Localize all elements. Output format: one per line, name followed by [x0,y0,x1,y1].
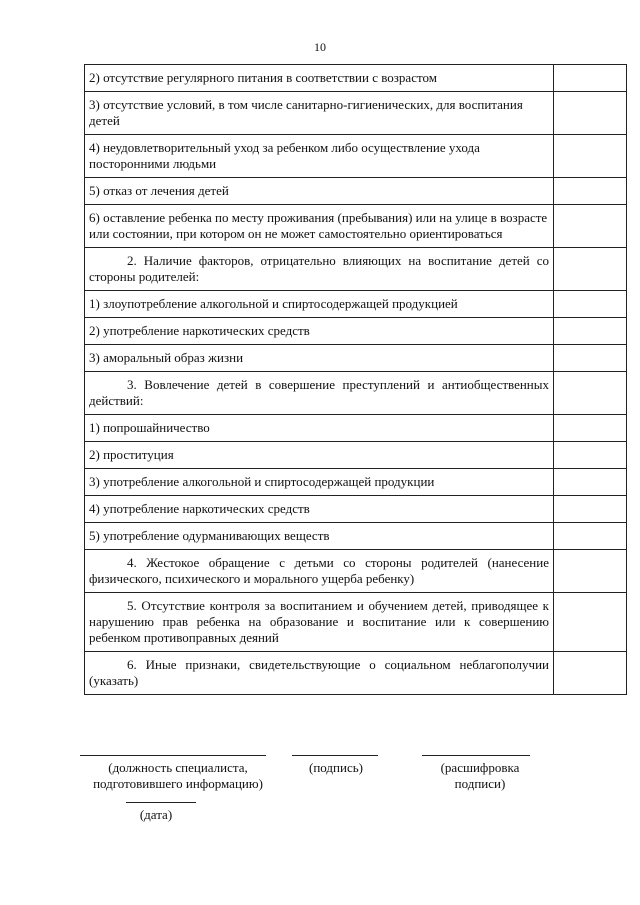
criterion-text: 4) употребление наркотических средств [85,496,554,523]
criterion-text: 3) употребление алкогольной и спиртосодержащей продукции [85,469,554,496]
mark-cell[interactable] [554,92,627,135]
criterion-row [85,345,627,372]
criterion-text: 3) аморальный образ жизни [85,345,554,372]
mark-cell[interactable] [554,550,627,593]
criterion-row [85,205,627,248]
criterion-text: 3) отсутствие условий, в том числе санитарно-гигиенических, для воспитания детей [85,92,554,135]
criterion-text: 1) попрошайничество [85,415,554,442]
mark-cell[interactable] [554,318,627,345]
mark-cell[interactable] [554,345,627,372]
section-header-text: 5. Отсутствие контроля за воспитанием и обучением детей, приводящее к нарушению прав ребенка на образование и воспитание или к совершению ребенком противоправных деяний [85,593,554,652]
section-header-row [85,550,627,593]
criterion-text: 1) злоупотребление алкогольной и спиртосодержащей продукцией [85,291,554,318]
section-header-row [85,372,627,415]
criterion-row [85,318,627,345]
criterion-text: 2) употребление наркотических средств [85,318,554,345]
mark-cell[interactable] [554,135,627,178]
mark-cell[interactable] [554,496,627,523]
section-header-text: 2. Наличие факторов, отрицательно влияющих на воспитание детей со стороны родителей: [85,248,554,291]
decoding-caption: (расшифровка подписи) [440,760,520,791]
criterion-text: 2) отсутствие регулярного питания в соответствии с возрастом [85,65,554,92]
mark-cell[interactable] [554,248,627,291]
criteria-table [84,64,627,695]
criterion-text: 5) употребление одурманивающих веществ [85,523,554,550]
signature-caption: (подпись) [309,760,363,775]
criterion-row [85,92,627,135]
signature-line [292,755,378,756]
criteria-table-body [85,65,627,695]
position-signature-line [80,755,266,756]
criterion-row [85,135,627,178]
mark-cell[interactable] [554,291,627,318]
page-number: 10 [314,40,326,54]
mark-cell[interactable] [554,469,627,496]
section-header-row [85,652,627,695]
criterion-text: 2) проституция [85,442,554,469]
section-header-row [85,593,627,652]
mark-cell[interactable] [554,652,627,695]
mark-cell[interactable] [554,65,627,92]
mark-cell[interactable] [554,593,627,652]
section-header-row [85,248,627,291]
criterion-text: 6) оставление ребенка по месту проживания (пребывания) или на улице в возрасте или состоянии, при котором он не может самостоятельно ориентироваться [85,205,554,248]
mark-cell[interactable] [554,205,627,248]
mark-cell[interactable] [554,442,627,469]
section-header-text: 3. Вовлечение детей в совершение преступлений и антиобщественных действий: [85,372,554,415]
criterion-text: 4) неудовлетворительный уход за ребенком либо осуществление ухода посторонними людьми [85,135,554,178]
criterion-row [85,469,627,496]
mark-cell[interactable] [554,523,627,550]
criterion-row [85,65,627,92]
criterion-row [85,442,627,469]
section-header-text: 6. Иные признаки, свидетельствующие о социальном неблагополучии (указать) [85,652,554,695]
mark-cell[interactable] [554,178,627,205]
criterion-row [85,415,627,442]
criterion-row [85,496,627,523]
mark-cell[interactable] [554,372,627,415]
criterion-text: 5) отказ от лечения детей [85,178,554,205]
position-caption: (должность специалиста, подготовившего информацию) [93,760,263,791]
section-header-text: 4. Жестокое обращение с детьми со стороны родителей (нанесение физического, психического и морального ущерба ребенку) [85,550,554,593]
mark-cell[interactable] [554,415,627,442]
criterion-row [85,178,627,205]
criterion-row [85,291,627,318]
criterion-row [85,523,627,550]
date-caption: (дата) [139,807,173,822]
decoding-signature-line [422,755,530,756]
date-line [126,802,196,803]
